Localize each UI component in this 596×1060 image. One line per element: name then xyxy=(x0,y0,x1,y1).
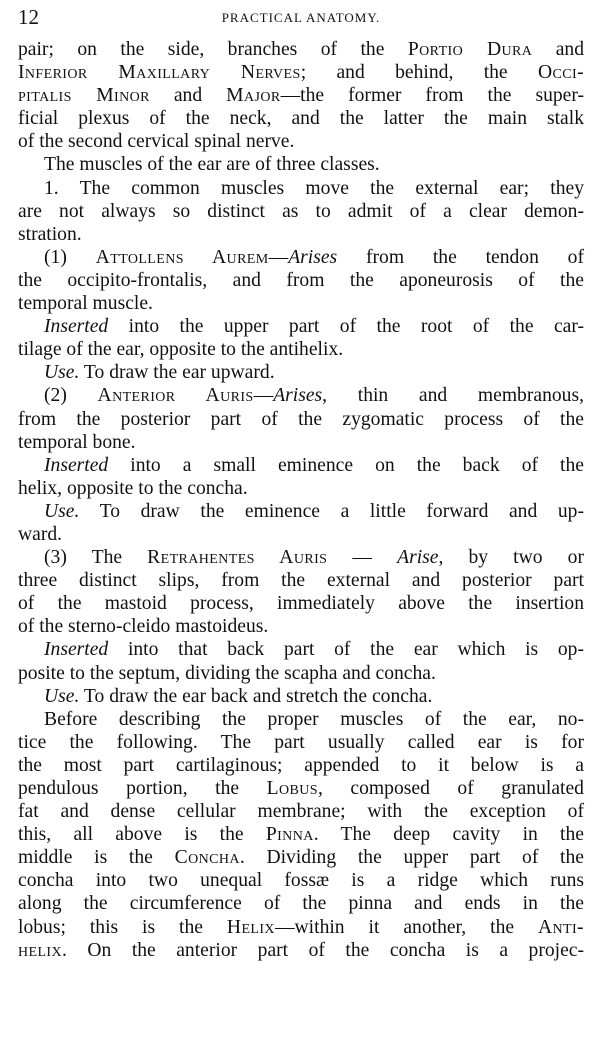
italic-term: Arises xyxy=(288,246,338,268)
text-line xyxy=(18,384,584,407)
small-caps-term: Portio Dura xyxy=(407,39,533,60)
text-run: . The deep cavity in the xyxy=(313,824,584,846)
text-run: the occipito-frontalis, and from the aponeurosis of the xyxy=(18,269,584,291)
small-caps-term: helix xyxy=(18,939,62,961)
italic-term: Use. xyxy=(44,500,80,522)
text-line xyxy=(18,315,584,338)
text-line xyxy=(18,200,584,223)
small-caps-term: Occi- xyxy=(537,62,584,84)
small-caps-term: Retrahentes Auris xyxy=(147,547,328,569)
text-run: lobus; this is the xyxy=(18,916,227,938)
text-run: — xyxy=(253,385,274,407)
italic-term: Inserted xyxy=(44,454,109,476)
text-line xyxy=(18,223,584,246)
text-run: this, all above is the xyxy=(18,824,266,846)
text-line xyxy=(18,615,584,638)
text-run: tice the following. The part usually called ear is for xyxy=(18,731,584,753)
text-line xyxy=(18,338,584,361)
small-caps-term: Anti- xyxy=(537,916,584,938)
text-run: (2) xyxy=(44,385,98,407)
text-run: ficial plexus of the neck, and the latter the main stalk xyxy=(18,108,584,130)
book-page xyxy=(18,0,584,1060)
text-line xyxy=(18,708,584,731)
page-header xyxy=(18,0,584,38)
text-line xyxy=(18,177,584,200)
text-line xyxy=(18,454,584,477)
text-run: The muscles of the ear are of three classes. xyxy=(44,154,380,176)
text-run: three distinct slips, from the external and posterior part xyxy=(18,570,584,592)
text-line xyxy=(18,246,584,269)
text-line xyxy=(18,569,584,592)
italic-term: Use. xyxy=(44,685,80,707)
text-run: (3) The xyxy=(44,547,148,569)
small-caps-term: Anterior Auris xyxy=(97,385,254,407)
text-line xyxy=(18,685,584,708)
text-run: ; and behind, the xyxy=(300,62,538,84)
small-caps-term: Helix xyxy=(226,916,275,938)
text-run: pair; on the side, branches of the xyxy=(18,39,408,60)
text-line xyxy=(18,731,584,754)
text-run: along the circumference of the pinna and ends in the xyxy=(18,893,584,915)
text-line xyxy=(18,130,584,153)
text-run: the most part cartilaginous; appended to it below is a xyxy=(18,754,584,776)
text-run: are not always so distinct as to admit of a clear demon- xyxy=(18,200,584,222)
small-caps-term: Attollens Aurem xyxy=(95,246,269,268)
text-run: temporal muscle. xyxy=(18,293,153,315)
text-run: —within it another, the xyxy=(274,916,538,938)
text-line xyxy=(18,523,584,546)
text-line xyxy=(18,107,584,130)
text-run: stration. xyxy=(18,223,82,245)
text-run: — xyxy=(268,246,289,268)
text-line xyxy=(18,662,584,685)
text-line xyxy=(18,777,584,800)
text-run: temporal bone. xyxy=(18,431,136,453)
text-line xyxy=(18,869,584,892)
text-line xyxy=(18,892,584,915)
italic-term: Arise xyxy=(397,547,439,569)
text-line xyxy=(18,38,584,61)
text-run: Before describing the proper muscles of the ear, no- xyxy=(44,708,584,730)
text-run: — xyxy=(327,547,398,569)
text-run: of the second cervical spinal nerve. xyxy=(18,131,295,153)
small-caps-term: Major xyxy=(226,85,281,107)
text-run: from the posterior part of the zygomatic process of the xyxy=(18,408,584,430)
text-run: middle is the xyxy=(18,847,175,869)
text-run: concha into two unequal fossæ is a ridge which runs xyxy=(18,870,584,892)
running-title: PRACTICAL ANATOMY. xyxy=(221,10,381,25)
text-run: from the tendon of xyxy=(337,246,584,268)
text-run: of the mastoid process, immediately above the insertion xyxy=(18,593,584,615)
text-line xyxy=(18,546,584,569)
text-run: of the sterno-cleido mastoideus. xyxy=(18,616,269,638)
italic-term: Arises xyxy=(273,385,323,407)
italic-term: Use. xyxy=(44,362,80,384)
text-run: To draw the eminence a little forward and up- xyxy=(79,500,584,522)
text-run: pendulous portion, the xyxy=(18,778,267,799)
text-line xyxy=(18,800,584,823)
text-run: and xyxy=(532,39,584,60)
text-line xyxy=(18,916,584,939)
text-line xyxy=(18,939,584,962)
small-caps-term: Pinna xyxy=(265,824,314,846)
text-line xyxy=(18,638,584,661)
text-run: into that back part of the ear which is op- xyxy=(108,639,584,661)
text-run: fat and dense cellular membrane; with the exception of xyxy=(18,801,584,823)
text-run: , by two or xyxy=(438,547,584,569)
italic-term: Inserted xyxy=(44,639,109,661)
text-line xyxy=(18,500,584,523)
text-line xyxy=(18,431,584,454)
text-run: (1) xyxy=(44,246,96,268)
small-caps-term: Concha xyxy=(174,847,240,869)
text-run: , thin and membranous, xyxy=(322,385,584,407)
text-line xyxy=(18,61,584,84)
text-line xyxy=(18,754,584,777)
text-run: , composed of granulated xyxy=(317,778,584,799)
text-run: To draw the ear back and stretch the concha. xyxy=(79,685,433,707)
text-run: and xyxy=(149,85,227,107)
text-line xyxy=(18,84,584,107)
text-line xyxy=(18,823,584,846)
text-run: 1. The common muscles move the external ear; they xyxy=(44,177,584,199)
text-line xyxy=(18,408,584,431)
text-run: . On the anterior part of the concha is a projec- xyxy=(62,939,584,961)
text-run: into a small eminence on the back of the xyxy=(108,454,584,476)
small-caps-term: pitalis Minor xyxy=(18,85,150,107)
text-run: —the former from the super- xyxy=(280,85,585,107)
small-caps-term: Inferior Maxillary Nerves xyxy=(18,62,301,84)
text-run: helix, opposite to the concha. xyxy=(18,477,248,499)
small-caps-term: Lobus xyxy=(266,778,318,799)
text-line xyxy=(18,361,584,384)
text-line xyxy=(18,269,584,292)
text-line xyxy=(18,153,584,176)
body-text xyxy=(18,38,584,962)
text-run: To draw the ear upward. xyxy=(79,362,275,384)
text-run: into the upper part of the root of the car- xyxy=(108,316,584,338)
text-run: posite to the septum, dividing the scapha and concha. xyxy=(18,662,436,684)
text-line xyxy=(18,592,584,615)
text-line xyxy=(18,292,584,315)
text-line xyxy=(18,846,584,869)
page-number: 12 xyxy=(18,5,39,29)
text-run: . Dividing the upper part of the xyxy=(239,847,584,869)
text-line xyxy=(18,477,584,500)
italic-term: Inserted xyxy=(44,316,109,338)
text-run: tilage of the ear, opposite to the antihelix. xyxy=(18,339,344,361)
text-run: ward. xyxy=(18,523,63,545)
